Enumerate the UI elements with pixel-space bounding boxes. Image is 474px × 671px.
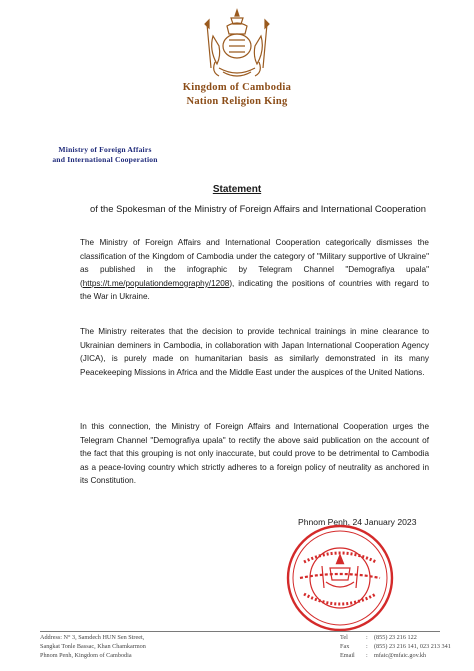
footer-divider bbox=[40, 631, 440, 632]
kingdom-title: Kingdom of Cambodia bbox=[182, 82, 292, 93]
place-and-date: Phnom Penh, 24 January 2023 bbox=[298, 517, 417, 527]
telephone-label: Tel bbox=[340, 634, 348, 641]
telephone-value: (855) 23 216 122 bbox=[374, 634, 417, 641]
paragraph-1-text-start: The Ministry of Foreign Affairs and International Cooperation categorically dismisses the classification of the Kingdom of Cambodia under the category of "Military supportive of Ukraine" as published in the infographic by Telegram Channel "Demografiya upala" ( bbox=[80, 238, 429, 288]
statement-subtitle: of the Spokesman of the Ministry of Foreign Affairs and International Cooperation bbox=[90, 203, 426, 214]
paragraph-1-text-end: ), indicating the positions of countries with regard to the War in Ukraine. bbox=[80, 278, 429, 302]
address-line-2: Sangkat Tonle Bassac, Khan Chamkarmon bbox=[40, 643, 146, 650]
telephone-row: Tel : (855) 23 216 122 bbox=[340, 634, 417, 641]
email-value[interactable]: mfaic@mfaic.gov.kh bbox=[374, 652, 427, 659]
national-motto: Nation Religion King bbox=[186, 96, 288, 107]
telegram-link[interactable]: https://t.me/populationdemography/1208 bbox=[82, 278, 230, 288]
statement-paragraph-3: In this connection, the Ministry of Foreign Affairs and International Cooperation urges the Telegram Channel "Demografiya upala" to rectify the above said publication on the account of the fact that this grouping is not only inaccurate, but could prove to be detrimental to Cambodia as a peace-loving country which strictly adheres to a foreign policy of neutrality as anchored in its Constitution. bbox=[80, 422, 429, 486]
email-label: Email bbox=[340, 652, 355, 659]
statement-title: Statement bbox=[212, 184, 262, 195]
statement-paragraph-1 bbox=[80, 236, 429, 304]
fax-label: Fax bbox=[340, 643, 350, 650]
ministry-name-line1: Ministry of Foreign Affairs bbox=[58, 145, 152, 154]
address-line-3: Phnom Penh, Kingdom of Cambodia bbox=[40, 652, 132, 659]
official-stamp-icon bbox=[284, 522, 396, 634]
statement-paragraph-2: The Ministry reiterates that the decision to provide technical trainings in mine clearance to Ukrainian deminers in Cambodia, in collaboration with Japan International Cooperation Agency (JICA), is purely made on humanitarian basis as similarly demonstrated in its many Peacekeeping Missions in Africa and the Middle East under the auspices of the United Nations. bbox=[80, 327, 429, 377]
address-line-1: Address: N° 3, Samdech HUN Sen Street, bbox=[40, 634, 145, 641]
fax-value: (855) 23 216 141, 023 213 341 bbox=[374, 643, 451, 650]
fax-row: Fax : (855) 23 216 141, 023 213 341 bbox=[340, 643, 451, 650]
ministry-name-line2: and International Cooperation bbox=[52, 155, 158, 164]
email-row: Email : mfaic@mfaic.gov.kh bbox=[340, 652, 427, 659]
royal-coat-of-arms-icon bbox=[201, 6, 273, 82]
